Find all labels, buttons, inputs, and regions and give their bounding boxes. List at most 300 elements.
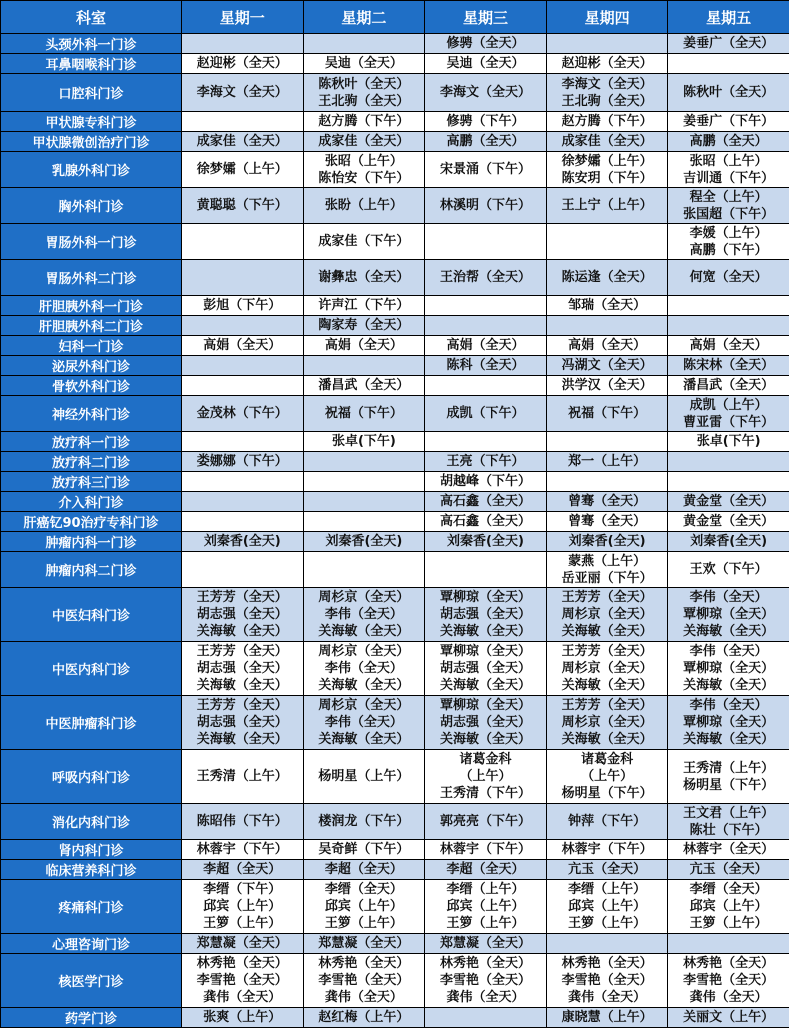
- schedule-cell-friday: [668, 376, 789, 396]
- schedule-cell-wednesday: [425, 472, 547, 492]
- department-name: 头颈外科一门诊: [1, 34, 182, 54]
- schedule-cell-thursday: [546, 34, 668, 54]
- schedule-cell-thursday: [546, 74, 668, 112]
- doctor-entry: 李雪艳（全天）: [425, 972, 546, 989]
- schedule-cell-wednesday: [425, 512, 547, 532]
- doctor-entry: 成家佳（全天）: [182, 133, 303, 150]
- doctor-entry: 杨明星（下午）: [668, 777, 789, 794]
- doctor-entry: 周杉京（全天）: [304, 589, 425, 606]
- doctor-entry: 关海敏（全天）: [547, 677, 668, 694]
- department-name: 中医妇科门诊: [1, 588, 182, 642]
- schedule-row: [1, 452, 789, 472]
- doctor-entry: 关海敏（全天）: [182, 731, 303, 748]
- schedule-cell-friday: [668, 1008, 789, 1028]
- schedule-cell-monday: [182, 934, 304, 954]
- doctor-entry: 刘秦香(全天): [182, 533, 303, 550]
- department-name: 胸外科门诊: [1, 188, 182, 224]
- schedule-cell-wednesday: [425, 1008, 547, 1028]
- doctor-entry: 王芳芳（全天）: [547, 697, 668, 714]
- doctor-entry: 王欢（下午）: [668, 561, 789, 578]
- doctor-entry: 关丽文（上午）: [668, 1009, 789, 1026]
- doctor-entry: 王治帮（全天）: [425, 269, 546, 286]
- department-name: 中医内科门诊: [1, 642, 182, 696]
- department-name: 中医肿瘤科门诊: [1, 696, 182, 750]
- schedule-cell-monday: [182, 512, 304, 532]
- doctor-entry: 陈宋林（全天）: [668, 357, 789, 374]
- department-name: 介入科门诊: [1, 492, 182, 512]
- department-name: 口腔科门诊: [1, 74, 182, 112]
- doctor-entry: 钟萍（下午）: [547, 813, 668, 830]
- schedule-cell-thursday: [546, 840, 668, 860]
- doctor-entry: 何宽（全天）: [668, 269, 789, 286]
- schedule-cell-friday: [668, 532, 789, 552]
- schedule-cell-monday: [182, 396, 304, 432]
- schedule-row: [1, 396, 789, 432]
- department-name: 胃肠外科一门诊: [1, 224, 182, 260]
- department-name: 消化内科门诊: [1, 804, 182, 840]
- schedule-row: [1, 356, 789, 376]
- schedule-cell-thursday: [546, 642, 668, 696]
- department-name: 放疗科一门诊: [1, 432, 182, 452]
- schedule-row: [1, 152, 789, 188]
- schedule-row: [1, 54, 789, 74]
- doctor-entry: 成家佳（全天）: [547, 133, 668, 150]
- doctor-entry: 李缙（上午）: [547, 881, 668, 898]
- doctor-entry: 张盼（上午）: [304, 197, 425, 214]
- doctor-entry: 王秀清（上午）: [668, 760, 789, 777]
- schedule-cell-friday: [668, 696, 789, 750]
- schedule-row: [1, 188, 789, 224]
- schedule-cell-wednesday: [425, 492, 547, 512]
- doctor-entry: 关海敏（全天）: [668, 731, 789, 748]
- doctor-entry: 郑一（上午）: [547, 453, 668, 470]
- doctor-entry: 李海文（全天）: [425, 84, 546, 101]
- schedule-cell-friday: [668, 552, 789, 588]
- doctor-entry: 刘秦香(全天): [304, 533, 425, 550]
- schedule-cell-tuesday: [303, 860, 425, 880]
- department-name: 骨软外科门诊: [1, 376, 182, 396]
- schedule-cell-friday: [668, 804, 789, 840]
- doctor-entry: 张卓(下午): [668, 433, 789, 450]
- doctor-entry: 彭旭（下午）: [182, 297, 303, 314]
- schedule-cell-wednesday: [425, 132, 547, 152]
- doctor-entry: 高娟（全天）: [304, 337, 425, 354]
- doctor-entry: 关海敏（全天）: [304, 677, 425, 694]
- doctor-entry: 陶家寿（全天）: [304, 317, 425, 334]
- doctor-entry: 成凯（上午）: [668, 397, 789, 414]
- doctor-entry: 李伟（全天）: [668, 643, 789, 660]
- schedule-cell-wednesday: [425, 954, 547, 1008]
- doctor-entry: 高鹏（全天）: [668, 133, 789, 150]
- doctor-entry: 覃柳琼（全天）: [425, 643, 546, 660]
- doctor-entry: 李伟（全天）: [304, 660, 425, 677]
- schedule-cell-tuesday: [303, 132, 425, 152]
- schedule-cell-friday: [668, 54, 789, 74]
- doctor-entry: 冯湖文（全天）: [547, 357, 668, 374]
- doctor-entry: 洪学汉（全天）: [547, 377, 668, 394]
- header-thursday: 星期四: [546, 1, 668, 34]
- schedule-cell-tuesday: [303, 296, 425, 316]
- doctor-entry: 胡志强（全天）: [182, 714, 303, 731]
- doctor-entry: 关海敏（全天）: [668, 623, 789, 640]
- doctor-entry: 祝福（下午）: [304, 405, 425, 422]
- schedule-cell-tuesday: [303, 642, 425, 696]
- doctor-entry: 杨明星（上午）: [304, 768, 425, 785]
- doctor-entry: 胡志强（全天）: [425, 660, 546, 677]
- doctor-entry: 康晓慧（上午）: [547, 1009, 668, 1026]
- doctor-entry: 胡志强（全天）: [425, 606, 546, 623]
- schedule-cell-tuesday: [303, 696, 425, 750]
- schedule-cell-thursday: [546, 376, 668, 396]
- schedule-cell-wednesday: [425, 696, 547, 750]
- doctor-entry: 高娟（全天）: [182, 337, 303, 354]
- doctor-entry: 关海敏（全天）: [547, 623, 668, 640]
- schedule-cell-friday: [668, 224, 789, 260]
- doctor-entry: 林蓉宇（全天）: [668, 841, 789, 858]
- schedule-row: [1, 860, 789, 880]
- schedule-cell-thursday: [546, 804, 668, 840]
- doctor-entry: 李雪艳（全天）: [182, 972, 303, 989]
- schedule-cell-friday: [668, 336, 789, 356]
- header-monday: 星期一: [182, 1, 304, 34]
- schedule-cell-thursday: [546, 696, 668, 750]
- doctor-entry: 关海敏（全天）: [668, 677, 789, 694]
- department-name: 心理咨询门诊: [1, 934, 182, 954]
- schedule-cell-monday: [182, 492, 304, 512]
- doctor-entry: 许声江（下午）: [304, 297, 425, 314]
- doctor-entry: 林秀艳（全天）: [304, 955, 425, 972]
- schedule-cell-thursday: [546, 316, 668, 336]
- department-name: 肝癌钇90治疗专科门诊: [1, 512, 182, 532]
- schedule-cell-wednesday: [425, 296, 547, 316]
- schedule-cell-wednesday: [425, 376, 547, 396]
- doctor-entry: 龚伟（全天）: [304, 989, 425, 1006]
- schedule-cell-thursday: [546, 336, 668, 356]
- doctor-entry: 周杉京（全天）: [547, 714, 668, 731]
- doctor-entry: 胡志强（全天）: [182, 660, 303, 677]
- doctor-entry: 张卓(下午): [304, 433, 425, 450]
- doctor-entry: 王北驹（全天）: [547, 93, 668, 110]
- schedule-cell-monday: [182, 472, 304, 492]
- schedule-cell-friday: [668, 132, 789, 152]
- schedule-cell-friday: [668, 840, 789, 860]
- doctor-entry: 高娟（全天）: [425, 337, 546, 354]
- schedule-cell-wednesday: [425, 34, 547, 54]
- doctor-entry: 李海文（全天）: [547, 76, 668, 93]
- schedule-cell-wednesday: [425, 642, 547, 696]
- doctor-entry: 岳亚丽（下午）: [547, 570, 668, 587]
- doctor-entry: 高娟（全天）: [547, 337, 668, 354]
- doctor-entry: 郑慧凝（全天）: [182, 935, 303, 952]
- schedule-row: [1, 804, 789, 840]
- doctor-entry: 亢玉（全天）: [668, 861, 789, 878]
- doctor-entry: 胡志强（全天）: [182, 606, 303, 623]
- schedule-cell-tuesday: [303, 750, 425, 804]
- doctor-entry: 楼润龙（下午）: [304, 813, 425, 830]
- schedule-cell-tuesday: [303, 1008, 425, 1028]
- doctor-entry: 成家佳（下午）: [304, 233, 425, 250]
- schedule-cell-wednesday: [425, 588, 547, 642]
- doctor-entry: 关海敏（全天）: [425, 731, 546, 748]
- doctor-entry: 修骋（全天）: [425, 35, 546, 52]
- doctor-entry: 高娟（全天）: [668, 337, 789, 354]
- doctor-entry: 张爽（上午）: [182, 1009, 303, 1026]
- schedule-cell-friday: [668, 74, 789, 112]
- doctor-entry: 刘秦香(全天): [668, 533, 789, 550]
- schedule-cell-monday: [182, 642, 304, 696]
- schedule-cell-tuesday: [303, 224, 425, 260]
- schedule-cell-thursday: [546, 152, 668, 188]
- doctor-entry: 李超（全天）: [182, 861, 303, 878]
- schedule-cell-tuesday: [303, 804, 425, 840]
- schedule-cell-wednesday: [425, 112, 547, 132]
- schedule-cell-thursday: [546, 224, 668, 260]
- schedule-cell-monday: [182, 804, 304, 840]
- department-name: 肝胆胰外科一门诊: [1, 296, 182, 316]
- schedule-cell-monday: [182, 432, 304, 452]
- schedule-row: [1, 954, 789, 1008]
- schedule-cell-friday: [668, 880, 789, 934]
- doctor-entry: 曾骞（全天）: [547, 513, 668, 530]
- doctor-entry: （上午）: [425, 768, 546, 785]
- schedule-row: [1, 840, 789, 860]
- schedule-cell-monday: [182, 188, 304, 224]
- schedule-cell-monday: [182, 696, 304, 750]
- schedule-cell-friday: [668, 316, 789, 336]
- schedule-cell-monday: [182, 356, 304, 376]
- schedule-row: [1, 588, 789, 642]
- doctor-entry: 黄金堂（全天）: [668, 513, 789, 530]
- schedule-row: [1, 34, 789, 54]
- doctor-entry: 王箩（上午）: [547, 915, 668, 932]
- schedule-row: [1, 642, 789, 696]
- department-name: 肿瘤内科一门诊: [1, 532, 182, 552]
- schedule-cell-tuesday: [303, 588, 425, 642]
- doctor-entry: 李媛（上午）: [668, 225, 789, 242]
- schedule-row: [1, 532, 789, 552]
- department-name: 乳腺外科门诊: [1, 152, 182, 188]
- schedule-cell-monday: [182, 860, 304, 880]
- schedule-cell-wednesday: [425, 152, 547, 188]
- doctor-entry: 姜垂广（下午）: [668, 113, 789, 130]
- schedule-cell-thursday: [546, 512, 668, 532]
- doctor-entry: 亢玉（全天）: [547, 861, 668, 878]
- schedule-row: [1, 316, 789, 336]
- schedule-cell-wednesday: [425, 316, 547, 336]
- doctor-entry: 张国超（下午）: [668, 206, 789, 223]
- doctor-entry: 徐梦孀（上午）: [182, 161, 303, 178]
- schedule-cell-tuesday: [303, 34, 425, 54]
- schedule-row: [1, 934, 789, 954]
- schedule-cell-thursday: [546, 588, 668, 642]
- doctor-entry: 吴迪（全天）: [304, 55, 425, 72]
- schedule-row: [1, 750, 789, 804]
- schedule-cell-wednesday: [425, 188, 547, 224]
- schedule-cell-thursday: [546, 260, 668, 296]
- doctor-entry: 陈秋叶（全天）: [304, 76, 425, 93]
- schedule-cell-tuesday: [303, 954, 425, 1008]
- schedule-row: [1, 132, 789, 152]
- schedule-cell-friday: [668, 750, 789, 804]
- schedule-cell-wednesday: [425, 860, 547, 880]
- schedule-cell-thursday: [546, 1008, 668, 1028]
- schedule-cell-wednesday: [425, 532, 547, 552]
- department-name: 甲状腺微创治疗门诊: [1, 132, 182, 152]
- doctor-entry: 陈怡安（下午）: [304, 170, 425, 187]
- schedule-cell-wednesday: [425, 552, 547, 588]
- schedule-cell-wednesday: [425, 934, 547, 954]
- doctor-entry: 成家佳（全天）: [304, 133, 425, 150]
- doctor-entry: 关海敏（全天）: [304, 731, 425, 748]
- doctor-entry: 邱宾（上午）: [547, 898, 668, 915]
- schedule-cell-friday: [668, 112, 789, 132]
- doctor-entry: 关海敏（全天）: [547, 731, 668, 748]
- doctor-entry: 黄聪聪（下午）: [182, 197, 303, 214]
- schedule-cell-monday: [182, 74, 304, 112]
- schedule-row: [1, 696, 789, 750]
- doctor-entry: 金茂林（下午）: [182, 405, 303, 422]
- schedule-row: [1, 74, 789, 112]
- schedule-row: [1, 472, 789, 492]
- schedule-cell-thursday: [546, 296, 668, 316]
- doctor-entry: 郑慧凝（全天）: [304, 935, 425, 952]
- doctor-entry: 谢彝忠（全天）: [304, 269, 425, 286]
- department-name: 泌尿外科门诊: [1, 356, 182, 376]
- doctor-entry: 祝福（下午）: [547, 405, 668, 422]
- doctor-entry: 李缙（上午）: [425, 881, 546, 898]
- department-name: 神经外科门诊: [1, 396, 182, 432]
- schedule-cell-friday: [668, 492, 789, 512]
- doctor-entry: 龚伟（全天）: [547, 989, 668, 1006]
- doctor-entry: 邱宾（上午）: [182, 898, 303, 915]
- department-name: 药学门诊: [1, 1008, 182, 1028]
- schedule-cell-tuesday: [303, 376, 425, 396]
- schedule-cell-monday: [182, 54, 304, 74]
- schedule-cell-friday: [668, 512, 789, 532]
- schedule-cell-wednesday: [425, 260, 547, 296]
- schedule-cell-monday: [182, 532, 304, 552]
- schedule-cell-friday: [668, 472, 789, 492]
- doctor-entry: 王北驹（全天）: [304, 93, 425, 110]
- schedule-cell-wednesday: [425, 840, 547, 860]
- doctor-entry: 李雪艳（全天）: [668, 972, 789, 989]
- doctor-entry: 王箩（上午）: [425, 915, 546, 932]
- doctor-entry: 王芳芳（全天）: [182, 589, 303, 606]
- doctor-entry: 关海敏（全天）: [425, 623, 546, 640]
- doctor-entry: 覃柳琼（全天）: [668, 660, 789, 677]
- doctor-entry: 潘昌武（全天）: [668, 377, 789, 394]
- department-name: 疼痛科门诊: [1, 880, 182, 934]
- department-name: 核医学门诊: [1, 954, 182, 1008]
- schedule-row: [1, 1008, 789, 1028]
- doctor-entry: 赵迎彬（全天）: [547, 55, 668, 72]
- department-name: 肾内科门诊: [1, 840, 182, 860]
- doctor-entry: （上午）: [547, 768, 668, 785]
- doctor-entry: 陈科（全天）: [425, 357, 546, 374]
- schedule-row: [1, 512, 789, 532]
- schedule-row: [1, 432, 789, 452]
- department-name: 肿瘤内科二门诊: [1, 552, 182, 588]
- doctor-entry: 关海敏（全天）: [182, 677, 303, 694]
- schedule-cell-friday: [668, 296, 789, 316]
- schedule-cell-wednesday: [425, 224, 547, 260]
- schedule-cell-monday: [182, 112, 304, 132]
- doctor-entry: 王箩（上午）: [668, 915, 789, 932]
- schedule-cell-tuesday: [303, 512, 425, 532]
- schedule-cell-monday: [182, 316, 304, 336]
- schedule-cell-tuesday: [303, 432, 425, 452]
- schedule-cell-monday: [182, 34, 304, 54]
- schedule-cell-monday: [182, 296, 304, 316]
- schedule-cell-friday: [668, 934, 789, 954]
- schedule-cell-thursday: [546, 934, 668, 954]
- schedule-cell-thursday: [546, 452, 668, 472]
- schedule-cell-monday: [182, 1008, 304, 1028]
- doctor-entry: 张昭（上午）: [304, 153, 425, 170]
- doctor-entry: 李伟（全天）: [668, 589, 789, 606]
- doctor-entry: 龚伟（全天）: [668, 989, 789, 1006]
- doctor-entry: 赵方腾（下午）: [304, 113, 425, 130]
- doctor-entry: 赵迎彬（全天）: [182, 55, 303, 72]
- doctor-entry: 程全（上午）: [668, 189, 789, 206]
- doctor-entry: 刘秦香(全天): [425, 533, 546, 550]
- schedule-cell-monday: [182, 588, 304, 642]
- doctor-entry: 王亮（下午）: [425, 453, 546, 470]
- doctor-entry: 邹瑞（全天）: [547, 297, 668, 314]
- doctor-entry: 王秀清（上午）: [182, 768, 303, 785]
- doctor-entry: 陈运逢（全天）: [547, 269, 668, 286]
- schedule-cell-friday: [668, 356, 789, 376]
- schedule-cell-thursday: [546, 860, 668, 880]
- doctor-entry: 赵红梅（上午）: [304, 1009, 425, 1026]
- schedule-body: [1, 34, 789, 1028]
- doctor-entry: 林秀艳（全天）: [182, 955, 303, 972]
- doctor-entry: 王箩（上午）: [304, 915, 425, 932]
- doctor-entry: 陈昭伟（下午）: [182, 813, 303, 830]
- schedule-cell-wednesday: [425, 74, 547, 112]
- schedule-row: [1, 552, 789, 588]
- department-name: 胃肠外科二门诊: [1, 260, 182, 296]
- schedule-cell-tuesday: [303, 74, 425, 112]
- doctor-entry: 李超（全天）: [304, 861, 425, 878]
- doctor-entry: 覃柳琼（全天）: [668, 714, 789, 731]
- doctor-entry: 刘秦香(全天): [547, 533, 668, 550]
- schedule-cell-tuesday: [303, 452, 425, 472]
- schedule-cell-thursday: [546, 54, 668, 74]
- doctor-entry: 胡志强（全天）: [425, 714, 546, 731]
- department-name: 甲状腺专科门诊: [1, 112, 182, 132]
- schedule-cell-thursday: [546, 132, 668, 152]
- doctor-entry: 王芳芳（全天）: [182, 643, 303, 660]
- schedule-cell-tuesday: [303, 336, 425, 356]
- schedule-cell-tuesday: [303, 396, 425, 432]
- doctor-entry: 黄金堂（全天）: [668, 493, 789, 510]
- doctor-entry: 姜垂广（全天）: [668, 35, 789, 52]
- doctor-entry: 诸葛金科: [547, 751, 668, 768]
- schedule-row: [1, 376, 789, 396]
- doctor-entry: 李伟（全天）: [304, 606, 425, 623]
- doctor-entry: 关海敏（全天）: [425, 677, 546, 694]
- schedule-cell-monday: [182, 452, 304, 472]
- doctor-entry: 李海文（全天）: [182, 84, 303, 101]
- schedule-cell-friday: [668, 954, 789, 1008]
- doctor-entry: 陈壮（下午）: [668, 822, 789, 839]
- schedule-cell-wednesday: [425, 54, 547, 74]
- schedule-row: [1, 880, 789, 934]
- department-name: 妇科一门诊: [1, 336, 182, 356]
- doctor-entry: 关海敏（全天）: [304, 623, 425, 640]
- schedule-cell-thursday: [546, 112, 668, 132]
